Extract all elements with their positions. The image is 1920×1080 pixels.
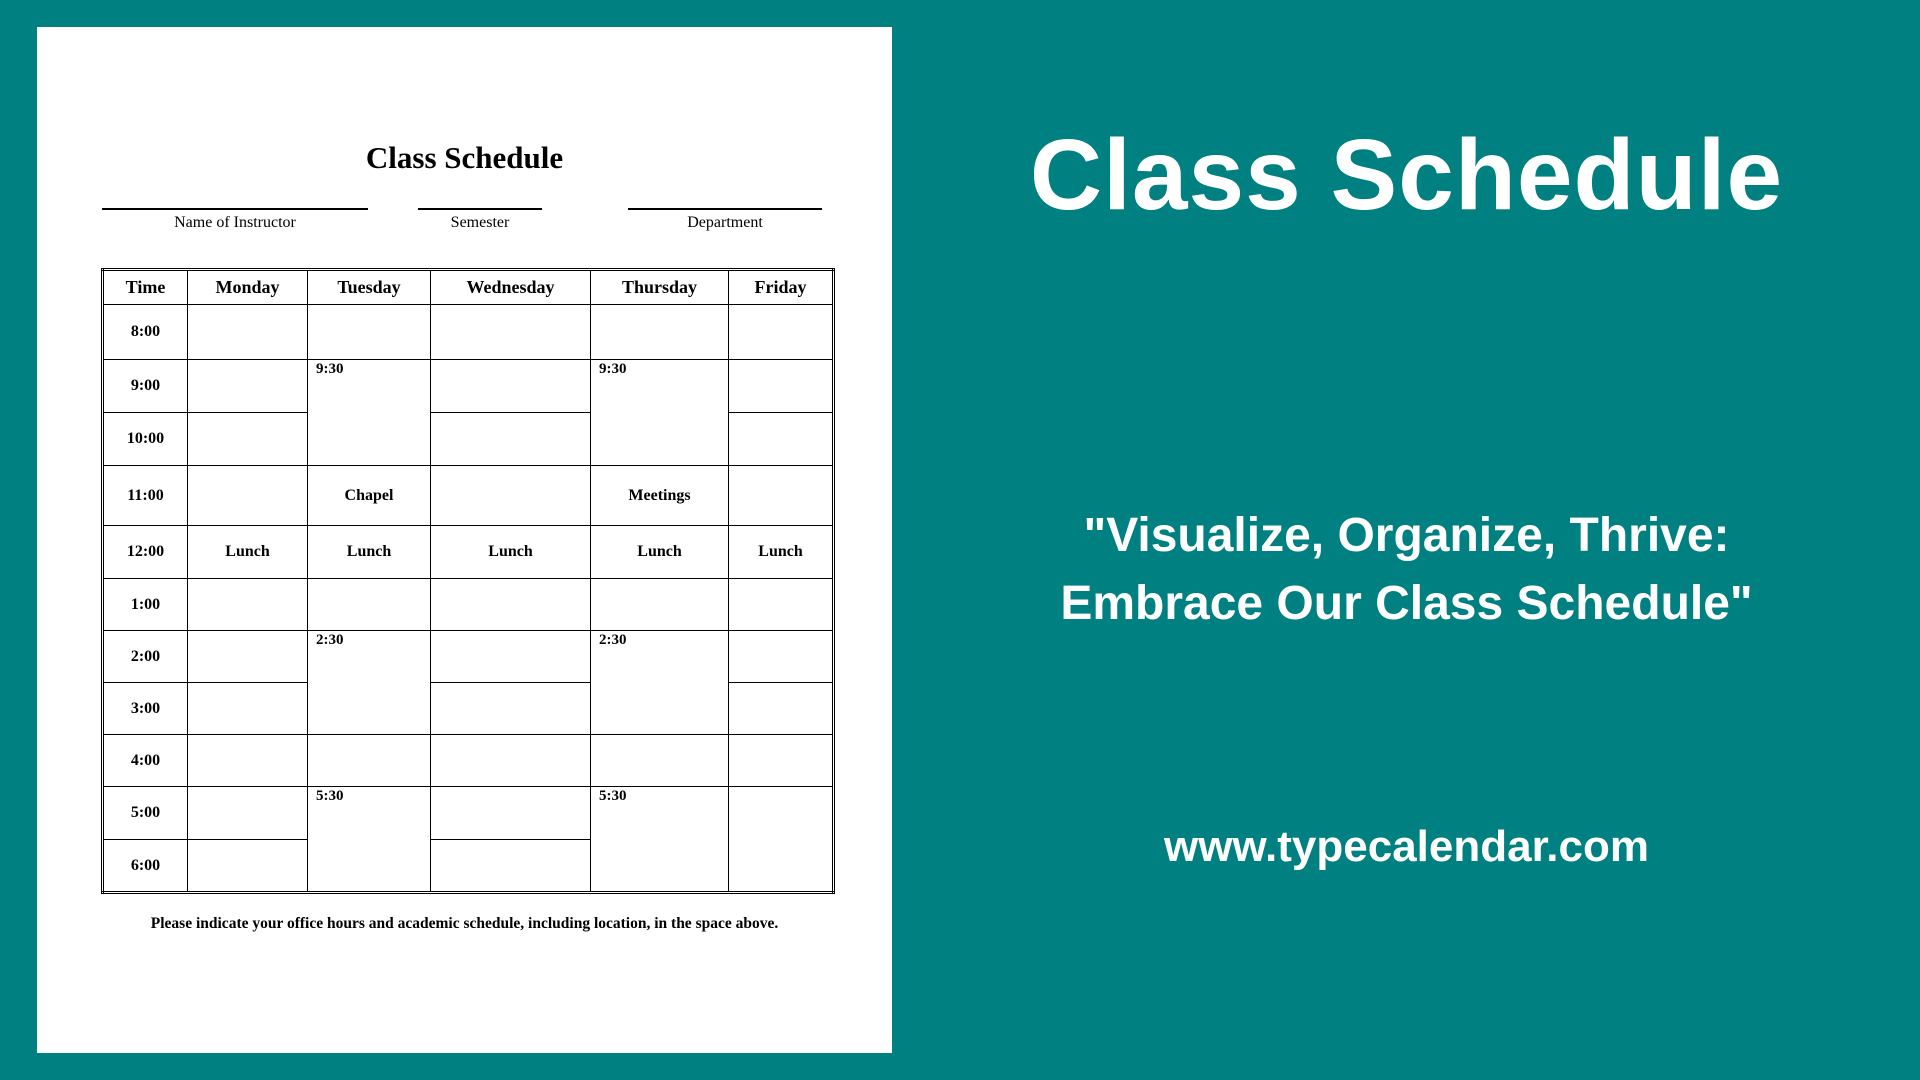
wednesday-cell — [431, 735, 591, 787]
lunch-cell: Lunch — [188, 526, 308, 579]
chapel-cell: Chapel — [308, 466, 431, 526]
wednesday-cell — [431, 787, 591, 840]
friday-cell — [729, 360, 834, 413]
friday-cell — [729, 683, 834, 735]
header-friday: Friday — [729, 270, 834, 305]
footnote: Please indicate your office hours and academic schedule, including location, in the space above. — [150, 915, 779, 932]
tuesday-cell-530 — [308, 787, 431, 893]
schedule-table — [101, 268, 835, 894]
thursday-cell — [591, 305, 729, 360]
friday-cell — [729, 413, 834, 466]
header-wednesday: Wednesday — [431, 270, 591, 305]
row-12 — [103, 526, 834, 579]
thursday-cell — [591, 579, 729, 631]
header-monday: Monday — [188, 270, 308, 305]
semester-line — [418, 208, 542, 210]
tagline-line-1: "Visualize, Organize, Thrive: — [1083, 509, 1730, 562]
promo-title: Class Schedule — [1029, 119, 1784, 231]
header-thursday: Thursday — [591, 270, 729, 305]
row-11 — [103, 466, 834, 526]
half-hour-label: 2:30 — [316, 632, 344, 648]
thursday-cell-230 — [591, 631, 729, 735]
semester-label: Semester — [450, 214, 510, 231]
monday-cell — [188, 840, 308, 893]
instructor-label: Name of Instructor — [174, 214, 296, 231]
tagline-line-2: Embrace Our Class Schedule" — [1060, 577, 1753, 630]
thursday-cell — [591, 735, 729, 787]
half-hour-label: 2:30 — [599, 632, 627, 648]
monday-cell — [188, 579, 308, 631]
tuesday-cell — [308, 579, 431, 631]
promo-panel — [893, 0, 1920, 1080]
department-line — [628, 208, 822, 210]
tuesday-cell-930 — [308, 360, 431, 466]
friday-cell — [729, 466, 834, 526]
row-14 — [103, 631, 834, 683]
wednesday-cell — [431, 466, 591, 526]
header-row — [103, 270, 834, 305]
wednesday-cell — [431, 579, 591, 631]
tuesday-cell-230 — [308, 631, 431, 735]
time-cell: 10:00 — [103, 413, 188, 466]
time-cell: 3:00 — [103, 683, 188, 735]
friday-cell — [729, 631, 834, 683]
row-13 — [103, 579, 834, 631]
meetings-cell: Meetings — [591, 466, 729, 526]
half-hour-label: 5:30 — [599, 788, 627, 804]
time-cell: 8:00 — [103, 305, 188, 360]
website-link[interactable]: www.typecalendar.com — [1164, 822, 1649, 871]
header-tuesday: Tuesday — [308, 270, 431, 305]
instructor-line — [102, 208, 368, 210]
time-cell: 4:00 — [103, 735, 188, 787]
wednesday-cell — [431, 360, 591, 413]
time-cell: 12:00 — [103, 526, 188, 579]
row-9 — [103, 360, 834, 413]
instructor-field — [102, 208, 368, 232]
monday-cell — [188, 305, 308, 360]
half-hour-label: 5:30 — [316, 788, 344, 804]
monday-cell — [188, 466, 308, 526]
wednesday-cell — [431, 413, 591, 466]
row-8 — [103, 305, 834, 360]
wednesday-cell — [431, 840, 591, 893]
friday-cell — [729, 579, 834, 631]
half-hour-label: 9:30 — [316, 361, 344, 377]
lunch-cell: Lunch — [729, 526, 834, 579]
tuesday-cell — [308, 305, 431, 360]
half-hour-label: 9:30 — [599, 361, 627, 377]
document-title: Class Schedule — [365, 140, 564, 175]
department-label: Department — [687, 214, 763, 231]
wednesday-cell — [431, 631, 591, 683]
time-cell: 1:00 — [103, 579, 188, 631]
semester-field — [418, 208, 542, 232]
time-cell: 5:00 — [103, 787, 188, 840]
lunch-cell: Lunch — [308, 526, 431, 579]
friday-cell — [729, 305, 834, 360]
lunch-cell: Lunch — [431, 526, 591, 579]
friday-cell — [729, 787, 834, 893]
schedule-document — [37, 27, 892, 1053]
time-cell: 11:00 — [103, 466, 188, 526]
monday-cell — [188, 735, 308, 787]
thursday-cell-530 — [591, 787, 729, 893]
monday-cell — [188, 787, 308, 840]
wednesday-cell — [431, 305, 591, 360]
row-17 — [103, 787, 834, 840]
monday-cell — [188, 631, 308, 683]
lunch-cell: Lunch — [591, 526, 729, 579]
tuesday-cell — [308, 735, 431, 787]
header-time: Time — [103, 270, 188, 305]
time-cell: 2:00 — [103, 631, 188, 683]
row-16 — [103, 735, 834, 787]
time-cell: 9:00 — [103, 360, 188, 413]
monday-cell — [188, 683, 308, 735]
friday-cell — [729, 735, 834, 787]
time-cell: 6:00 — [103, 840, 188, 893]
thursday-cell-930 — [591, 360, 729, 466]
wednesday-cell — [431, 683, 591, 735]
promo-tagline — [893, 502, 1920, 638]
monday-cell — [188, 360, 308, 413]
department-field — [628, 208, 822, 232]
monday-cell — [188, 413, 308, 466]
